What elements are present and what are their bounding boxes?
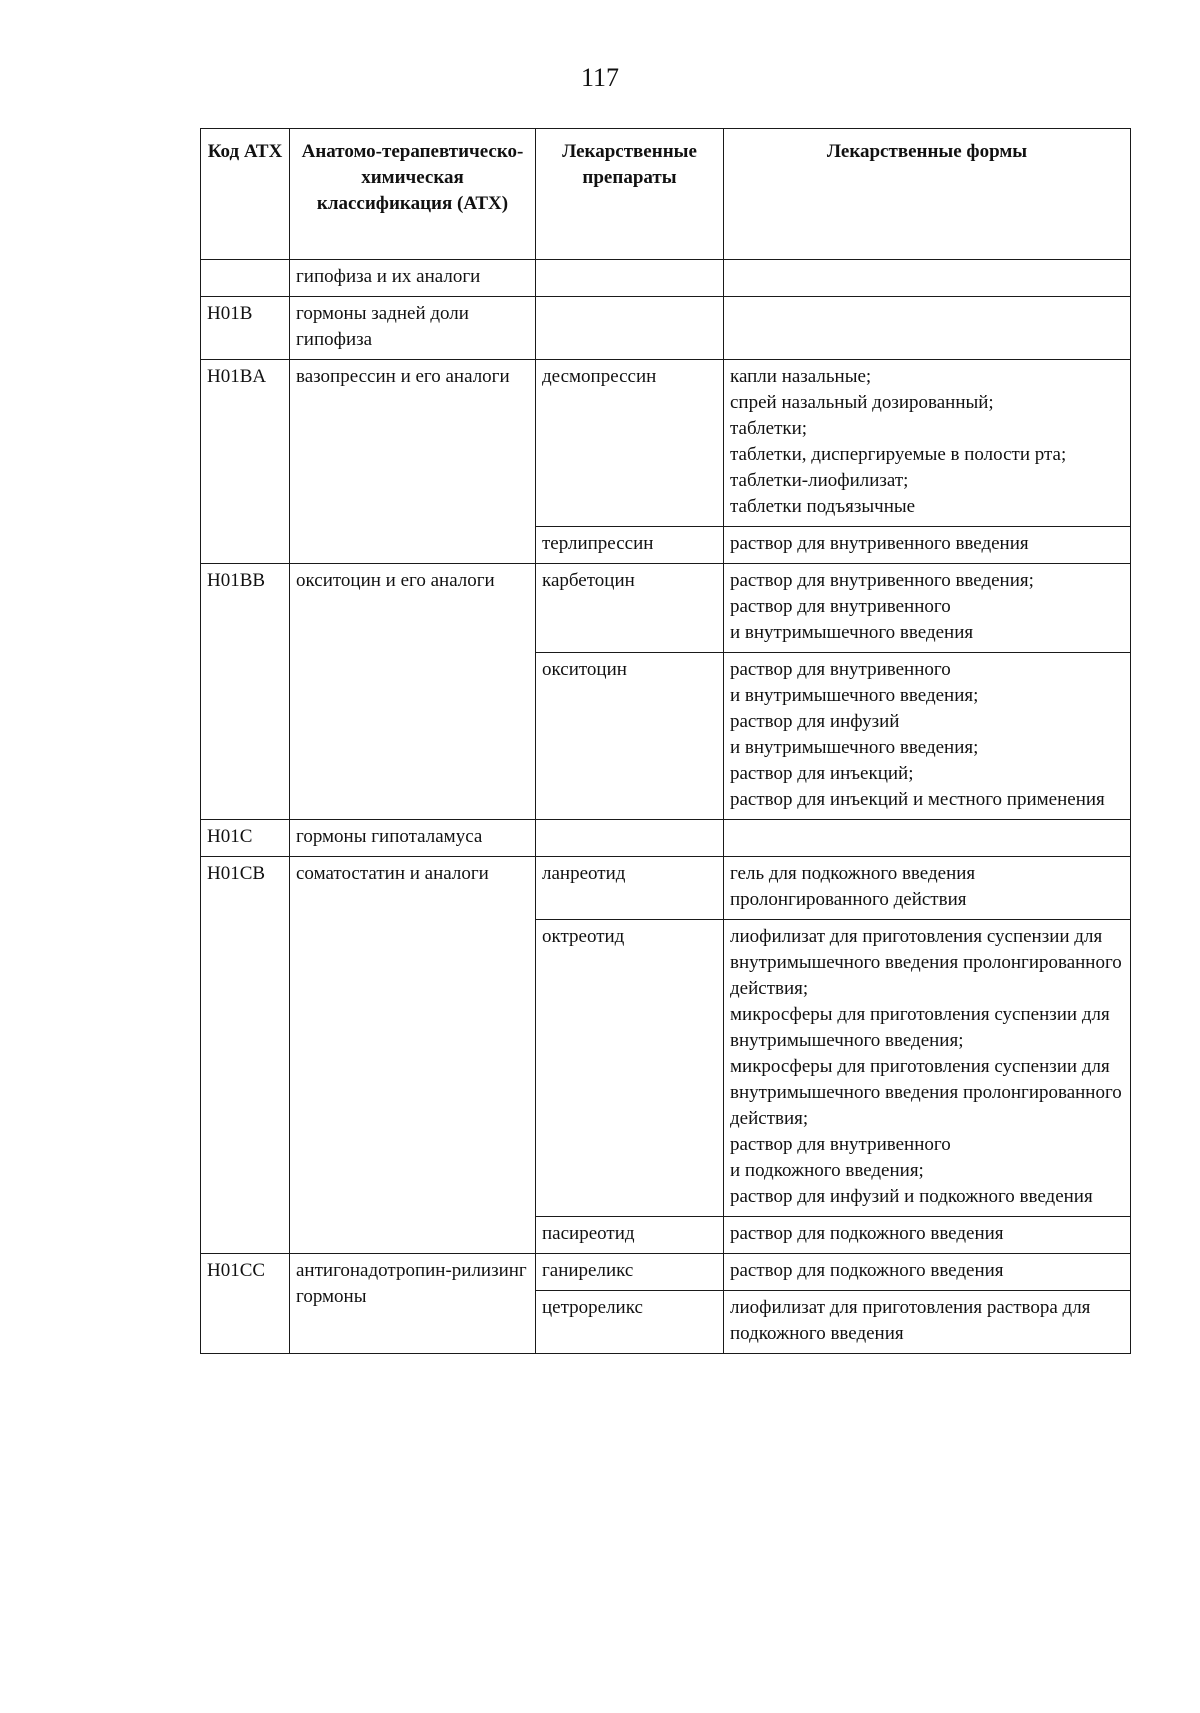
classification-cell: окситоцин и его аналоги: [290, 564, 536, 820]
drug-cell: [536, 820, 724, 857]
header-code: Код АТХ: [201, 129, 290, 260]
table-row: [201, 260, 1131, 297]
table-header-row: [201, 129, 1131, 260]
table-row: [201, 297, 1131, 360]
classification-cell: вазопрессин и его аналоги: [290, 360, 536, 564]
table-row: [201, 360, 1131, 527]
drug-cell: ланреотид: [536, 857, 724, 920]
drug-cell: окситоцин: [536, 653, 724, 820]
forms-cell: [724, 857, 1131, 920]
forms-cell: [724, 1217, 1131, 1254]
forms-text: лиофилизат для приготовления раствора для подкожного введения: [730, 1297, 1091, 1344]
drug-cell: карбетоцин: [536, 564, 724, 653]
forms-text: капли назальные; спрей назальный дозированный; таблетки; таблетки, диспергируемые в полости рта; таблетки-лиофилизат; таблетки подъязычные: [730, 366, 1067, 517]
drug-cell: [536, 297, 724, 360]
classification-cell: антигонадотропин-рилизинг гормоны: [290, 1254, 536, 1354]
forms-cell: [724, 260, 1131, 297]
atc-code-cell: H01B: [201, 297, 290, 360]
drug-cell: пасиреотид: [536, 1217, 724, 1254]
header-classification: Анатомо-терапевтическо-химическая классификация (АТХ): [290, 129, 536, 260]
table-row: [201, 820, 1131, 857]
classification-cell: гормоны гипоталамуса: [290, 820, 536, 857]
drug-cell: терлипрессин: [536, 527, 724, 564]
table-row: [201, 857, 1131, 920]
table-row: [201, 564, 1131, 653]
classification-cell: гипофиза и их аналоги: [290, 260, 536, 297]
forms-cell: [724, 653, 1131, 820]
atc-code-cell: H01BA: [201, 360, 290, 564]
forms-text: раствор для внутривенного введения; раствор для внутривенного и внутримышечного введения: [730, 570, 1034, 643]
atc-code-cell: H01C: [201, 820, 290, 857]
forms-text: раствор для подкожного введения: [730, 1260, 1004, 1281]
table-row: [201, 1254, 1131, 1291]
forms-cell: [724, 1291, 1131, 1354]
forms-text: раствор для внутривенного и внутримышечного введения; раствор для инфузий и внутримышечного введения; раствор для инъекций; раствор для инъекций и местного применения: [730, 659, 1105, 810]
atc-code-cell: H01BB: [201, 564, 290, 820]
classification-cell: соматостатин и аналоги: [290, 857, 536, 1254]
forms-cell: [724, 920, 1131, 1217]
header-forms: Лекарственные формы: [724, 129, 1131, 260]
forms-text: лиофилизат для приготовления суспензии для внутримышечного введения пролонгированного действия; микросферы для приготовления суспензии для внутримышечного введения; микросферы для приготовления суспензии для внутримышечного введения пролонгированного действия; раствор для внутривенного и подкожного введения; раствор для инфузий и подкожного введения: [730, 926, 1122, 1207]
forms-cell: [724, 360, 1131, 527]
drug-cell: [536, 260, 724, 297]
forms-cell: [724, 564, 1131, 653]
atc-code-cell: H01CB: [201, 857, 290, 1254]
forms-cell: [724, 297, 1131, 360]
drug-cell: октреотид: [536, 920, 724, 1217]
forms-text: гель для подкожного введения пролонгированного действия: [730, 863, 976, 910]
atc-table: [200, 128, 1131, 1354]
drug-cell: ганиреликс: [536, 1254, 724, 1291]
atc-code-cell: [201, 260, 290, 297]
forms-cell: [724, 1254, 1131, 1291]
drug-cell: десмопрессин: [536, 360, 724, 527]
forms-text: раствор для внутривенного введения: [730, 533, 1029, 554]
classification-cell: гормоны задней доли гипофиза: [290, 297, 536, 360]
header-drugs: Лекарственные препараты: [536, 129, 724, 260]
drug-cell: цетрореликс: [536, 1291, 724, 1354]
forms-cell: [724, 820, 1131, 857]
forms-cell: [724, 527, 1131, 564]
page-number: 117: [580, 63, 620, 92]
atc-code-cell: H01CC: [201, 1254, 290, 1354]
forms-text: раствор для подкожного введения: [730, 1223, 1004, 1244]
